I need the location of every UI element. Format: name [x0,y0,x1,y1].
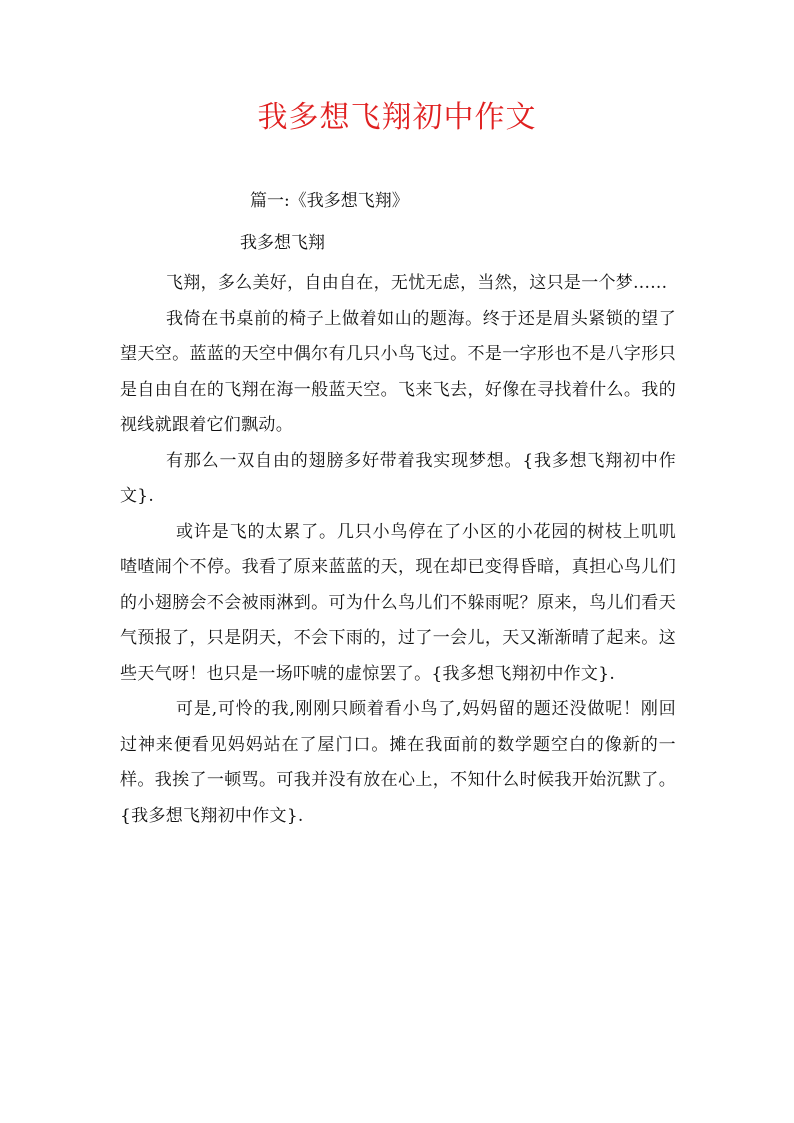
essay-body [120,266,676,834]
document-title: 我多想飞翔初中作文 [257,100,537,135]
essay-title: 我多想飞翔 [240,233,325,253]
paragraph: 可是,可怜的我,刚刚只顾着看小鸟了,妈妈留的题还没做呢！刚回过神来便看见妈妈站在了屋门口。摊在我面前的数学题空白的像新的一样。我挨了一顿骂。可我并没有放在心上，不知什么时候我开始沉默了。{我多想飞翔初中作文}. [120,699,676,826]
section-label: 篇一:《我多想飞翔》 [250,191,409,211]
paragraph: 有那么一双自由的翅膀多好带着我实现梦想。{我多想飞翔初中作文}. [120,450,676,506]
paragraph: 我倚在书桌前的椅子上做着如山的题海。终于还是眉头紧锁的望了望天空。蓝蓝的天空中偶尔有几只小鸟飞过。不是一字形也不是八字形只是自由自在的飞翔在海一般蓝天空。飞来飞去，好像在寻找着什么。我的视线就跟着它们飘动。 [120,308,676,435]
paragraph: 或许是飞的太累了。几只小鸟停在了小区的小花园的树枝上叽叽喳喳闹个不停。我看了原来蓝蓝的天，现在却已变得昏暗，真担心鸟儿们的小翅膀会不会被雨淋到。可为什么鸟儿们不躲雨呢？原来，鸟儿们看天气预报了，只是阴天，不会下雨的，过了一会儿，天又渐渐晴了起来。这些天气呀！也只是一场吓唬的虚惊罢了。{我多想飞翔初中作文}. [120,521,676,684]
paragraph: 飞翔，多么美好，自由自在，无忧无虑，当然，这只是一个梦...... [166,273,668,293]
